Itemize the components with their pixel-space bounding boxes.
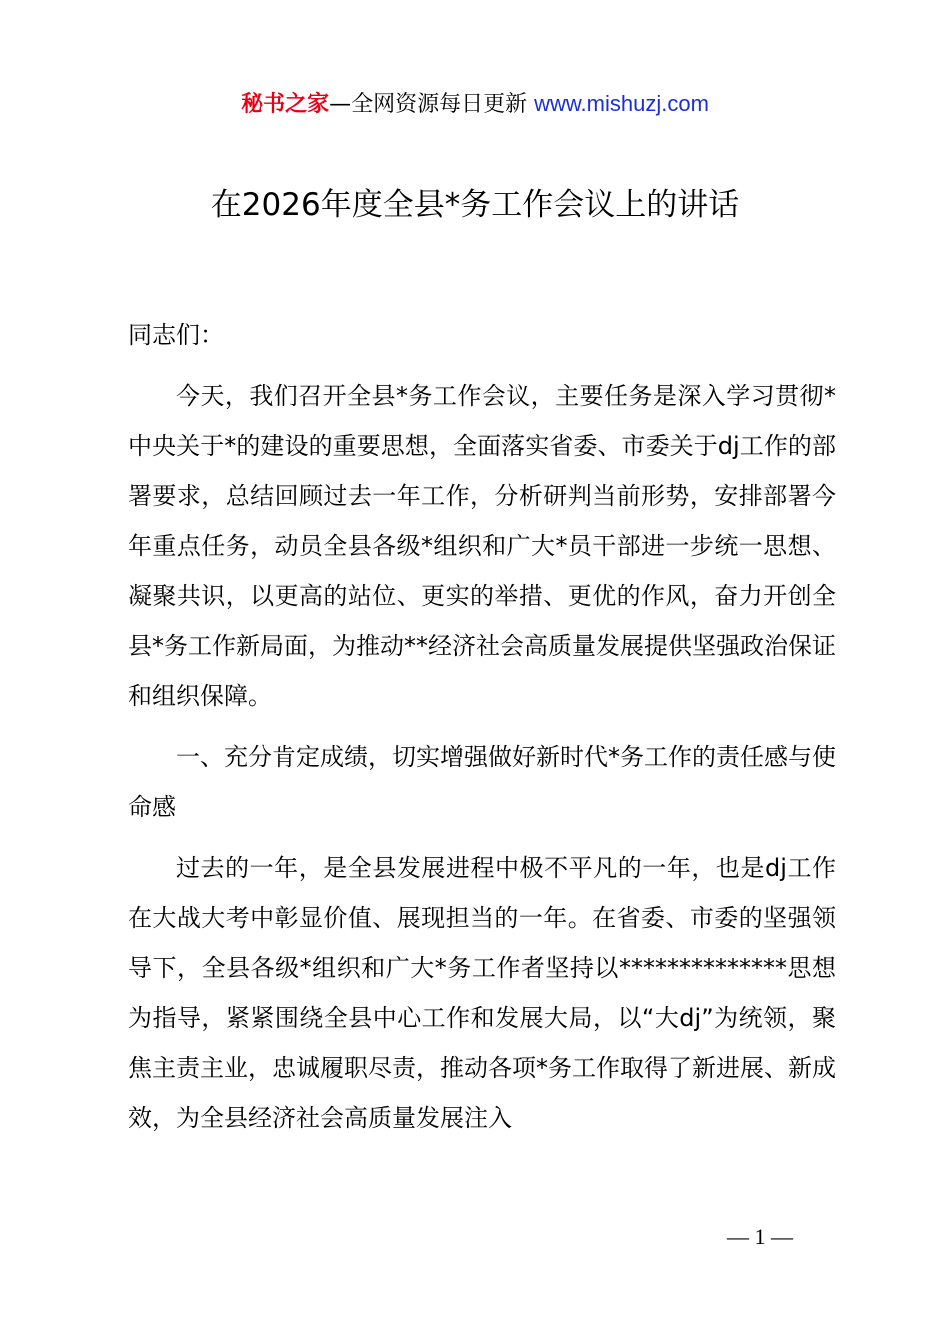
page-number: — 1 — (727, 1224, 793, 1249)
document-body (128, 310, 836, 1154)
site-header (0, 88, 950, 121)
section-heading-1: 一、充分肯定成绩，切实增强做好新时代*务工作的责任感与使命感 (128, 743, 836, 821)
document-title: 在2026年度全县*务工作会议上的讲话 (210, 187, 740, 223)
greeting: 同志们： (128, 321, 224, 349)
site-url-link[interactable]: www.mishuzj.com (534, 91, 709, 116)
header-tagline: —全网资源每日更新 (329, 92, 528, 117)
paragraph-intro: 今天，我们召开全县*务工作会议，主要任务是深入学习贯彻*中央关于*的建设的重要思想，全面落实省委、市委关于dj工作的部署要求，总结回顾过去一年工作，分析研判当前形势，安排部署今年重点任务，动员全县各级*组织和广大*员干部进一步统一思想、凝聚共识，以更高的站位、更实的举措、更优的作风，奋力开创全县*务工作新局面，为推动**经济社会高质量发展提供坚强政治保证和组织保障。 (128, 382, 836, 710)
paragraph-review: 过去的一年，是全县发展进程中极不平凡的一年，也是dj工作在大战大考中彰显价值、展现担当的一年。在省委、市委的坚强领导下，全县各级*组织和广大*务工作者坚持以**************思想为指导，紧紧围绕全县中心工作和发展大局，以“大dj”为统领，聚焦主责主业，忠诚履职尽责，推动各项*务工作取得了新进展、新成效，为全县经济社会高质量发展注入 (128, 854, 836, 1132)
brand-name: 秘书之家 (241, 92, 330, 117)
